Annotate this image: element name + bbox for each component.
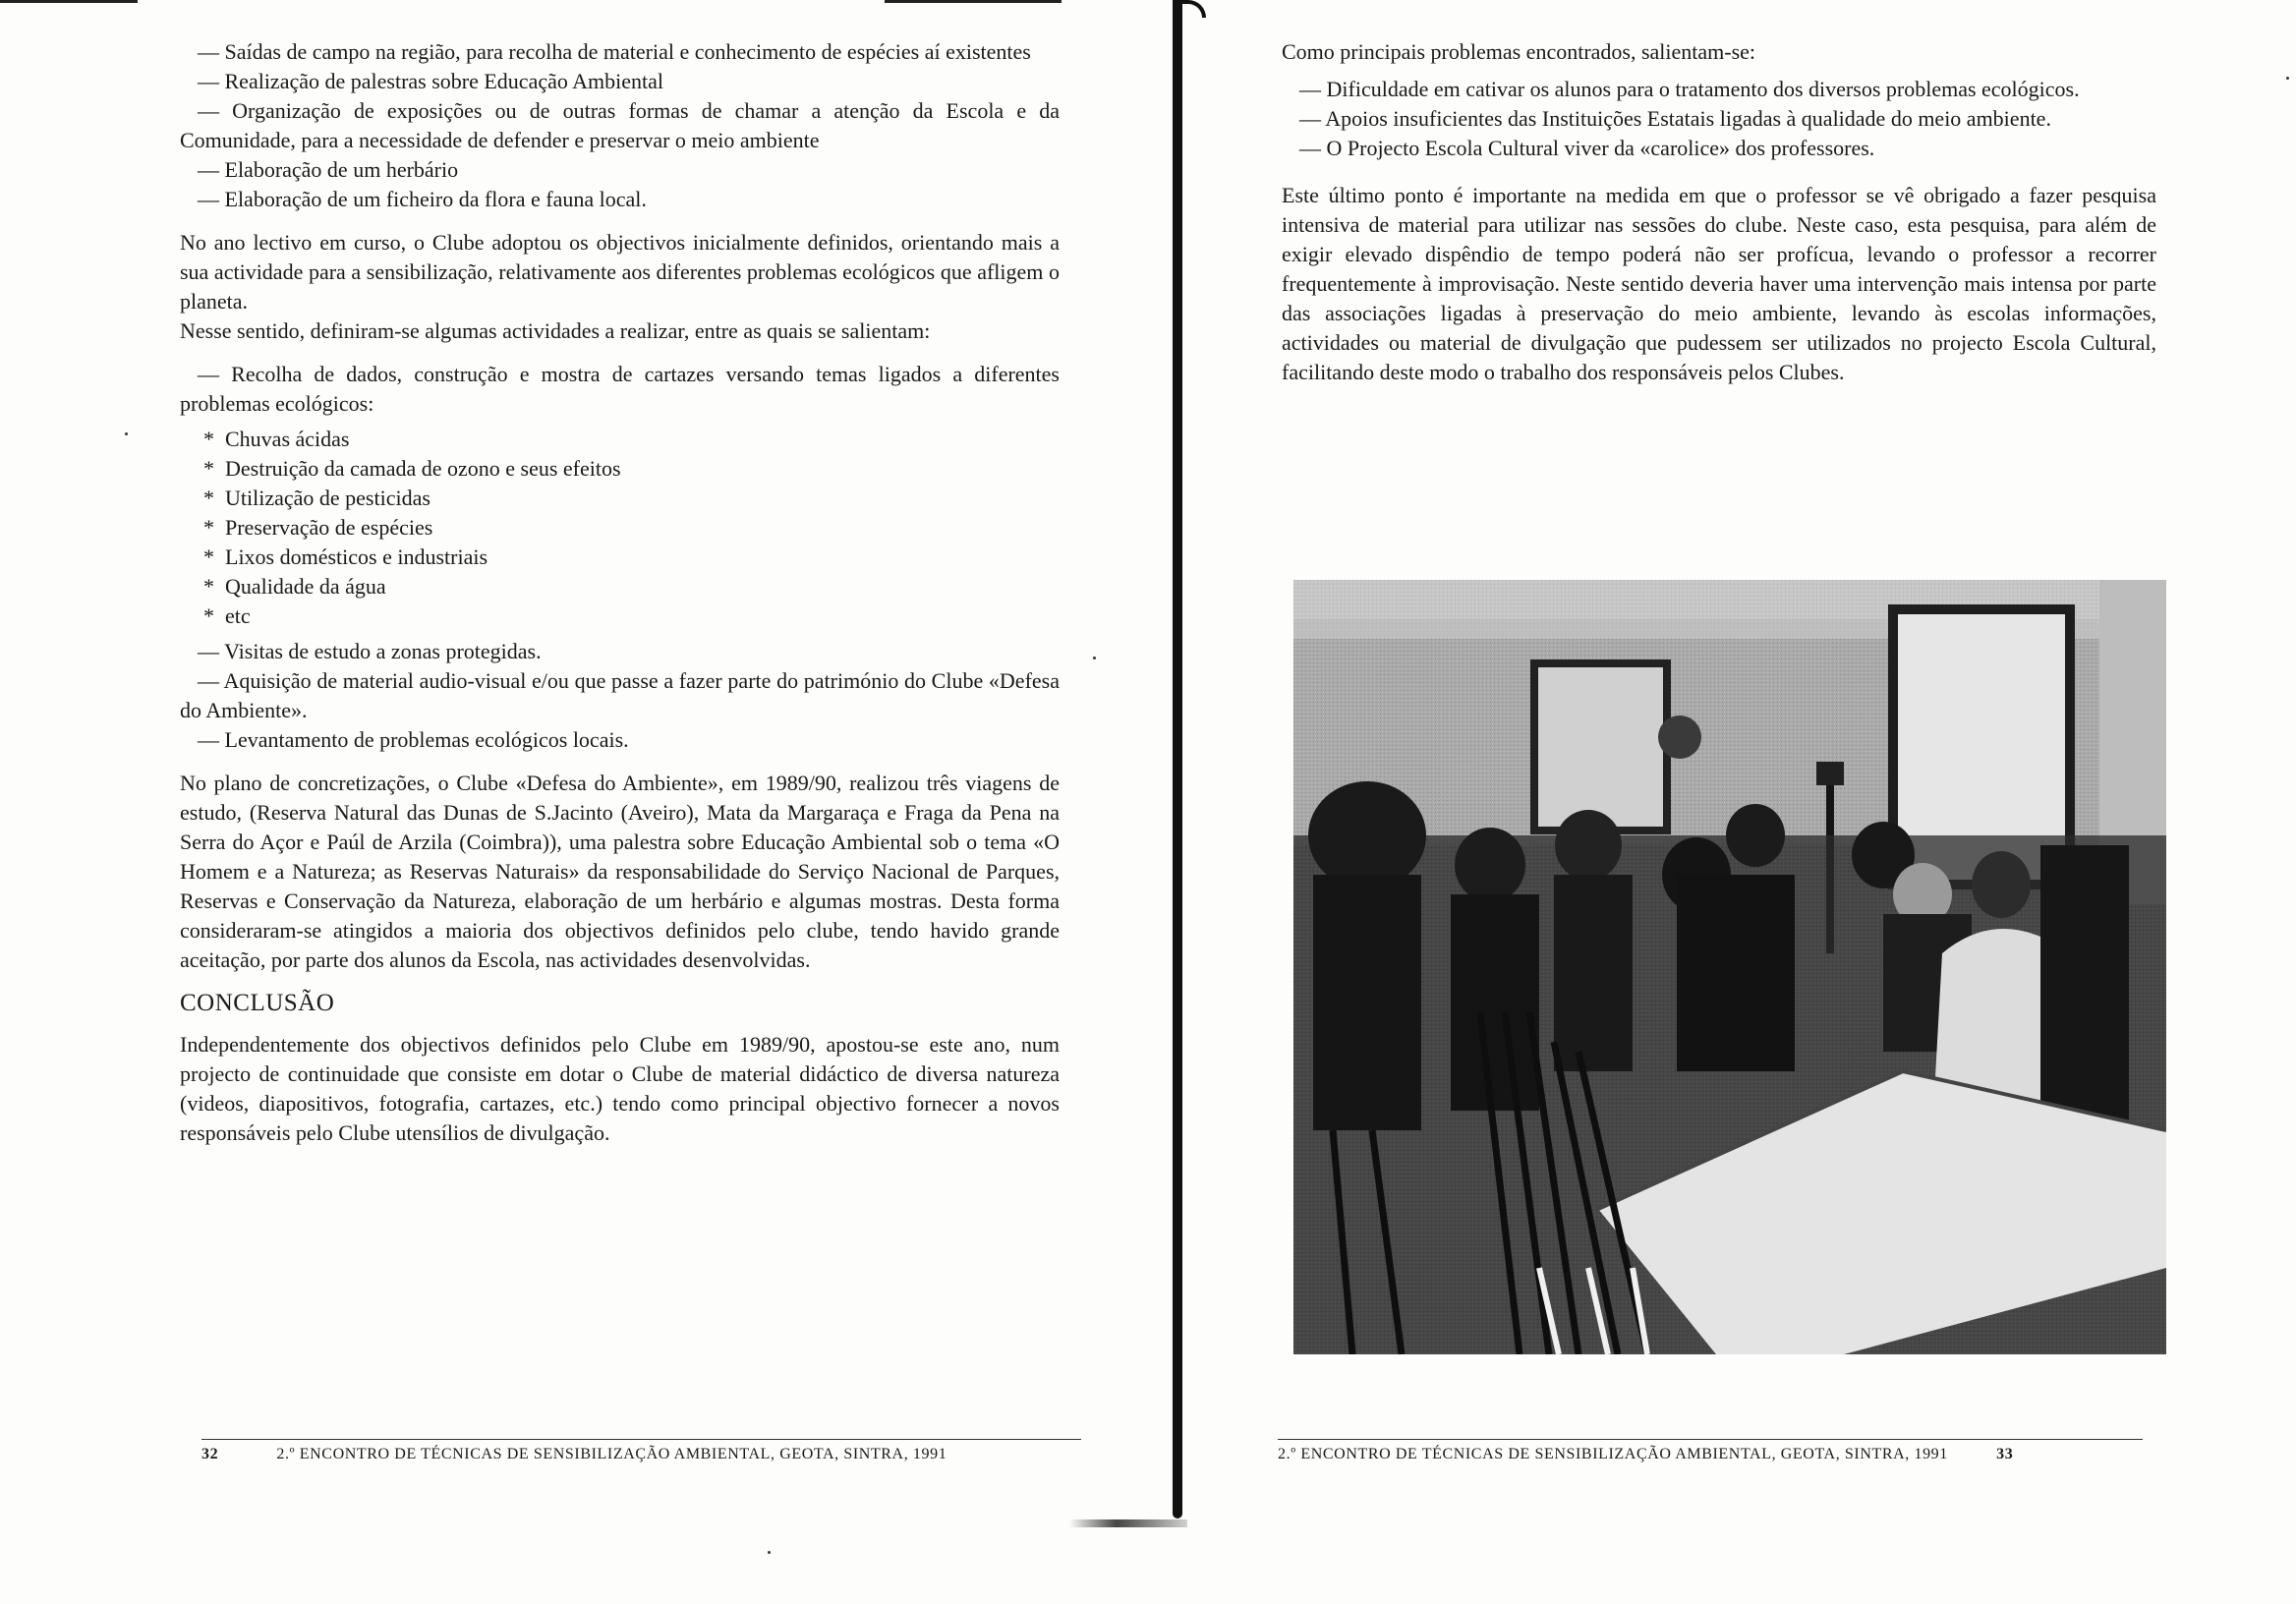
left-page-body	[180, 37, 1060, 1148]
footer-text: 2.º ENCONTRO DE TÉCNICAS DE SENSIBILIZAÇÃO AMBIENTAL, GEOTA, SINTRA, 1991	[276, 1446, 947, 1462]
conclusion-heading: CONCLUSÃO	[180, 990, 335, 1016]
list-item: * etc	[203, 603, 251, 628]
list-item: * Utilização de pesticidas	[203, 486, 430, 510]
footer-text: 2.º ENCONTRO DE TÉCNICAS DE SENSIBILIZAÇÃO AMBIENTAL, GEOTA, SINTRA, 1991	[1278, 1446, 1948, 1462]
intro-item: — Elaboração de um herbário	[198, 157, 459, 182]
intro-item: — Organização de exposições ou de outras formas de chamar a atenção da Escola e da Comunidade, para a necessidade de defender e preservar o meio ambiente	[180, 98, 1060, 152]
problem-item: — Apoios insuficientes das Instituições Estatais ligadas à qualidade do meio ambiente.	[1299, 106, 2051, 131]
intro-item: — Realização de palestras sobre Educação Ambiental	[198, 69, 664, 93]
list-item: * Destruição da camada de ozono e seus efeitos	[203, 456, 621, 481]
list-item: * Qualidade da água	[203, 574, 386, 599]
page-number: 33	[1996, 1446, 2014, 1462]
classroom-photo-drawing	[1293, 580, 2166, 1354]
paragraph-activities: Nesse sentido, definiram-se algumas actividades a realizar, entre as quais se salientam:	[180, 318, 931, 343]
problem-item: — Dificuldade em cativar os alunos para o tratamento dos diversos problemas ecológicos.	[1299, 77, 2080, 101]
page-number: 32	[201, 1446, 219, 1462]
ecological-topics-list	[180, 425, 1060, 631]
list-item: * Preservação de espécies	[203, 515, 433, 540]
paragraph-objectives: No ano lectivo em curso, o Clube adoptou os objectivos inicialmente definidos, orientando mais a sua actividade para a sensibilização, relativamente aos diferentes problemas ecológicos que afligem o planeta.	[180, 230, 1060, 314]
right-page-footer	[1278, 1439, 2143, 1463]
problems-intro: Como principais problemas encontrados, salientam-se:	[1282, 39, 1756, 64]
left-page-footer	[201, 1439, 1081, 1463]
paragraph-realizations: No plano de concretizações, o Clube «Defesa do Ambiente», em 1989/90, realizou três viagens de estudo, (Reserva Natural das Dunas de S.Jacinto (Aveiro), Mata da Margaraça e Fraga da Pena na Serra do Açor e Paúl de Arzila (Coimbra)), uma palestra sobre Educação Ambiental sob o tema «O Homem e a Natureza; as Reservas Naturais» da responsabilidade do Serviço Nacional de Parques, Reservas e Conservação da Natureza, elaboração de um herbário e algumas mostras. Desta forma consideraram-se atingidos a maioria dos objectivos definidos pelo clube, tendo havido grande aceitação, por parte dos alunos da Escola, nas actividades desenvolvidas.	[180, 771, 1060, 972]
intro-item: — Elaboração de um ficheiro da flora e fauna local.	[198, 187, 647, 211]
problem-item: — O Projecto Escola Cultural viver da «carolice» dos professores.	[1299, 136, 1875, 160]
activity-item: — Recolha de dados, construção e mostra de cartazes versando temas ligados a diferentes problemas ecológicos:	[180, 362, 1060, 416]
list-item: * Chuvas ácidas	[203, 427, 350, 451]
intro-item: — Saídas de campo na região, para recolha de material e conhecimento de espécies aí existentes	[198, 39, 1031, 64]
paragraph-conclusion: Independentemente dos objectivos definidos pelo Clube em 1989/90, apostou-se este ano, num projecto de continuidade que consiste em dotar o Clube de material didáctico de diversa natureza (videos, diapositivos, fotografia, cartazes, etc.) tendo como principal objectivo fornecer a novos responsáveis pelo Clube utensílios de divulgação.	[180, 1032, 1060, 1145]
activity-item: — Levantamento de problemas ecológicos locais.	[198, 727, 629, 752]
list-item: * Lixos domésticos e industriais	[203, 544, 488, 569]
paragraph-last-point: Este último ponto é importante na medida em que o professor se vê obrigado a fazer pesquisa intensiva de material para utilizar nas sessões do clube. Neste caso, esta pesquisa, para além de exigir elevado dispêndio de tempo poderá não ser profícua, levando o professor a recorrer frequentemente à improvisação. Neste sentido deveria haver uma intervenção mais intensa por parte das associações ligadas à preservação do meio ambiente, levando às escolas informações, actividades ou material de divulgação que pudessem ser utilizados no projecto Escola Cultural, facilitando deste modo o trabalho dos responsáveis pelos Clubes.	[1282, 183, 2156, 384]
right-page-body	[1282, 37, 2156, 387]
classroom-photo	[1293, 580, 2166, 1354]
activity-item: — Aquisição de material audio-visual e/ou que passe a fazer parte do património do Clube «Defesa do Ambiente».	[180, 668, 1060, 722]
activity-item: — Visitas de estudo a zonas protegidas.	[198, 639, 542, 663]
